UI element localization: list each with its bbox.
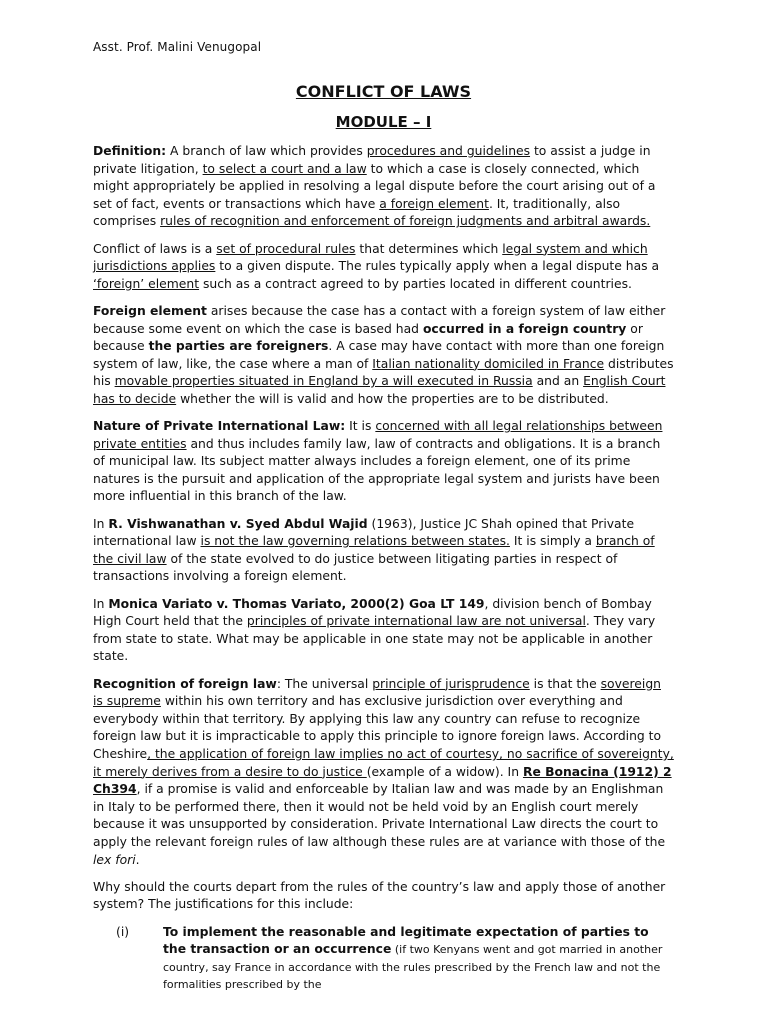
text-run: arises because the case has a contact with a foreign system of law either because some event on which the case is based had (93, 303, 666, 336)
text-run: such as a contract agreed to by parties located in different countries. (199, 276, 632, 291)
underlined-phrase: , the application of foreign law implies no act of courtesy, no sacrifice of sovereignty, it merely derives from a desire to do justice (93, 746, 674, 779)
case-name: Re Bonacina (1912) 2 Ch394 (93, 764, 672, 797)
underlined-phrase: Italian nationality domiciled in France (372, 356, 605, 371)
text-run: is that the (529, 676, 601, 691)
paragraph-nature-pil (93, 418, 674, 506)
underlined-phrase: movable properties situated in England by a will executed in Russia (114, 374, 533, 389)
underlined-phrase: concerned with all legal relationships between private entities (93, 419, 663, 451)
underlined-phrase: is not the law governing relations between states. (200, 534, 510, 549)
text-run: or because (93, 321, 643, 354)
paragraph-recognition (93, 676, 674, 870)
underlined-phrase: legal system and which jurisdictions applies (93, 241, 648, 274)
text-run: In (93, 516, 109, 531)
page-header-author: Asst. Prof. Malini Venugopal (93, 40, 262, 54)
document-title: CONFLICT OF LAWS (295, 82, 472, 101)
underlined-phrase: rules of recognition and enforcement of foreign judgments and arbitral awards. (160, 214, 651, 229)
text-run: and thus includes family law, law of contracts and obligations. It is a branch of municipal law. Its subject matter always includes a foreign element, one of its prime natures is the pursuit and application of the appropriate legal system and jurists have been more influential in this branch of the law. (93, 436, 661, 504)
text-run: (1963), Justice JC Shah opined that Private international law (93, 516, 635, 549)
text-run: whether the will is valid and how the properties are to be distributed. (176, 391, 609, 406)
text-run: that determines which (355, 241, 503, 256)
text-run: , division bench of Bombay High Court held that the (93, 596, 652, 629)
text-run: and an (532, 374, 584, 389)
text-run: Conflict of laws is a (93, 241, 217, 256)
list-item (93, 924, 674, 994)
module-heading: MODULE – I (335, 113, 432, 131)
text-run: to a given dispute. The rules typically apply when a legal dispute has a (215, 259, 660, 274)
italic-term: lex fori (93, 852, 136, 867)
paragraph-monica-variato (93, 596, 674, 666)
case-name: R. Vishwanathan v. Syed Abdul Wajid (108, 516, 368, 531)
recognition-label: Recognition of foreign law (93, 676, 277, 691)
paragraph-foreign-element (93, 303, 674, 409)
text-run: It is (345, 419, 376, 434)
text-run: A branch of law which provides (166, 144, 367, 158)
underlined-phrase: ‘foreign’ element (93, 276, 200, 291)
text-run: , if a promise is valid and enforceable by Italian law and was made by an Englishman in Italy to be performed there, then it would not be held void by an English court merely because it was unsupported by consideration. Private International Law directs the court to apply the relevant foreign rules of law although these rules are at variance with those of the (93, 782, 666, 849)
text-run: to which a case is closely connected, which might appropriately be applied in resolving a legal dispute before the court arising out of a set of fact, events or transactions which have (93, 161, 656, 211)
underlined-phrase: principle of jurisprudence (372, 676, 530, 691)
text-run: of the state evolved to do justice between litigating parties in respect of transactions involving a foreign element. (93, 551, 618, 584)
bold-phrase: the parties are foreigners (148, 339, 329, 354)
list-item-detail: (if two Kenyans went and got married in another country, say France in accordance with the rules prescribed by the French law and not the formalities prescribed by the (163, 943, 663, 992)
text-run: (example of a widow). In (366, 764, 523, 779)
bold-phrase: occurred in a foreign country (422, 321, 627, 336)
underlined-phrase: sovereign is supreme (93, 676, 661, 709)
text-run: : The universal (276, 676, 373, 691)
list-marker: (i) (116, 924, 130, 939)
text-run: . A case may have contact with more than one foreign system of law, like, the case where a man of (93, 339, 665, 371)
definition-label: Definition: (93, 144, 167, 158)
text-run: within his own territory and has exclusive jurisdiction over everything and everybody within that territory. By applying this law any country can refuse to recognize foreign law but it is impracticable to apply this principle to ignore foreign laws. According to Cheshire (93, 694, 662, 761)
text-run: In (93, 596, 109, 611)
text-run: Why should the courts depart from the rules of the country’s law and apply those of another system? The justifications for this include: (93, 879, 666, 912)
text-run: It is simply a (509, 534, 596, 549)
text-run: to assist a judge in private litigation, (93, 144, 651, 176)
paragraph-vishwanathan (93, 516, 674, 586)
underlined-phrase: to select a court and a law (202, 161, 367, 176)
underlined-phrase: English Court has to decide (93, 374, 666, 406)
text-run: distributes his (93, 356, 674, 389)
underlined-phrase: principles of private international law are not universal (246, 614, 586, 629)
underlined-phrase: branch of the civil law (93, 534, 655, 566)
nature-label: Nature of Private International Law: (93, 419, 346, 434)
foreign-element-label: Foreign element (93, 303, 207, 318)
underlined-phrase: set of procedural rules (216, 241, 356, 256)
text-run: . (135, 852, 140, 867)
text-run: . It, traditionally, also comprises (93, 196, 621, 229)
paragraph-definition (93, 143, 674, 231)
paragraph-justifications (93, 879, 674, 914)
text-run: . They vary from state to state. What may be applicable in one state may not be applicable in another state. (93, 614, 656, 664)
list-item-heading: To implement the reasonable and legitimate expectation of parties to the transaction or an occurrence (163, 924, 649, 957)
paragraph-conflict-of-laws (93, 241, 674, 294)
underlined-phrase: a foreign element (379, 196, 489, 211)
case-name: Monica Variato v. Thomas Variato, 2000(2) Goa LT 149 (108, 596, 485, 611)
underlined-phrase: procedures and guidelines (366, 144, 531, 158)
